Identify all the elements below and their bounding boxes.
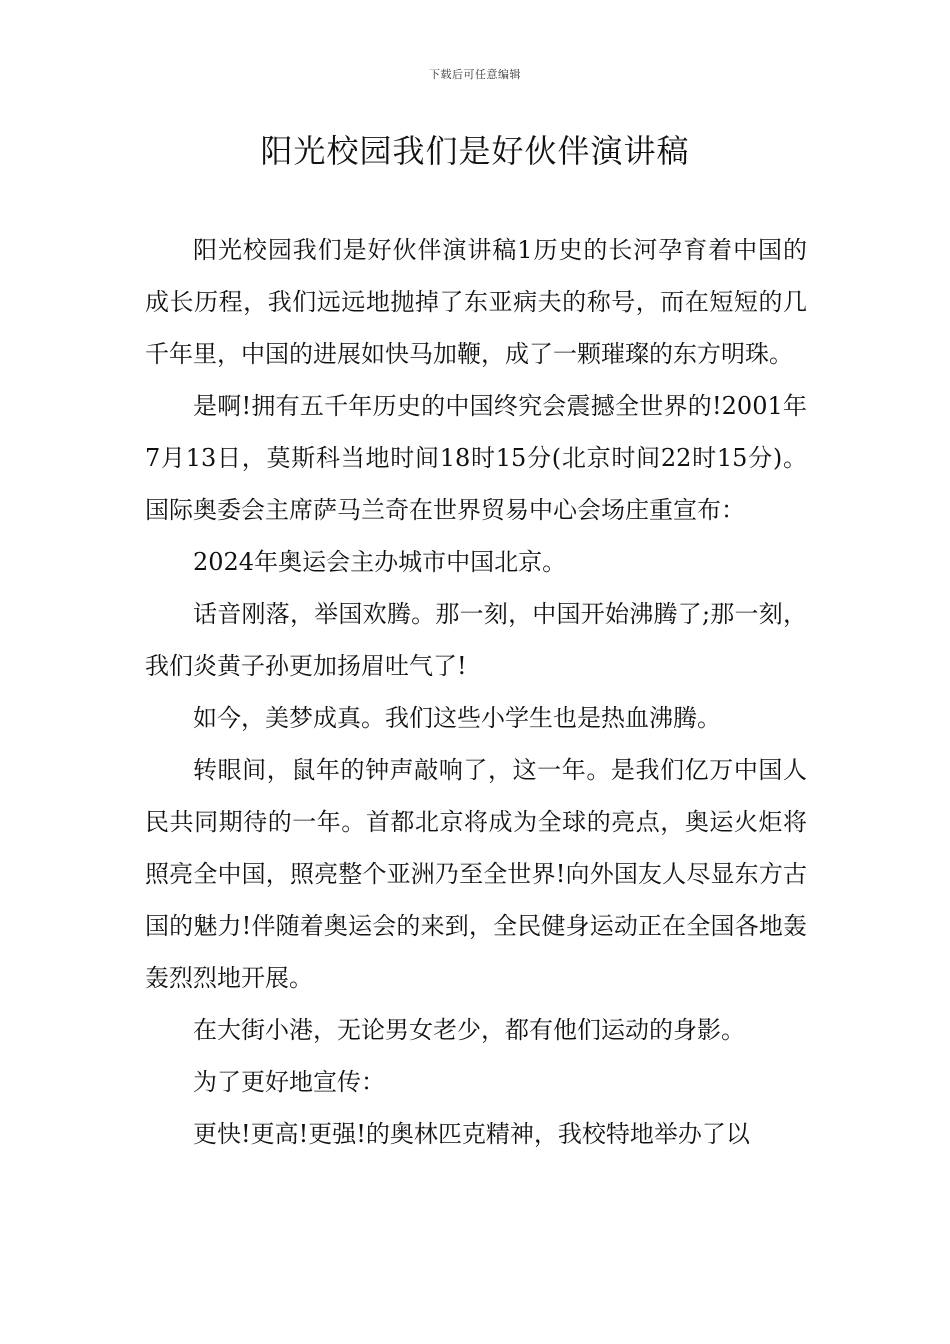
paragraph: 更快!更高!更强!的奥林匹克精神，我校特地举办了以 [193,1120,750,1148]
paragraph: 为了更好地宣传： [193,1068,385,1096]
paragraph: 话音刚落，举国欢腾。那一刻，中国开始沸腾了;那一刻，我们炎黄子孙更加扬眉吐气了! [145,600,807,680]
paragraph: 转眼间，鼠年的钟声敲响了，这一年。是我们亿万中国人民共同期待的一年。首都北京将成为全球的亮点，奥运火炬将照亮全中国，照亮整个亚洲乃至全世界!向外国友人尽显东方古国的魅力!伴随着奥运会的来到，全民健身运动正在全国各地轰轰烈烈地开展。 [145,756,807,992]
document-title: 阳光校园我们是好伙伴演讲稿 [260,132,690,170]
paragraph: 阳光校园我们是好伙伴演讲稿1历史的长河孕育着中国的成长历程，我们远远地抛掉了东亚病夫的称号，而在短短的几千年里，中国的进展如快马加鞭，成了一颗璀璨的东方明珠。 [145,236,807,368]
paragraph: 如今，美梦成真。我们这些小学生也是热血沸腾。 [193,704,721,732]
paragraph: 是啊!拥有五千年历史的中国终究会震撼全世界的!2001年7月13日，莫斯科当地时间18时15分(北京时间22时15分)。国际奥委会主席萨马兰奇在世界贸易中心会场庄重宣布： [145,392,807,524]
paragraph: 2024年奥运会主办城市中国北京。 [193,548,567,576]
header-note: 下载后可任意编辑 [429,68,521,81]
paragraph: 在大街小港，无论男女老少，都有他们运动的身影。 [193,1016,745,1044]
document-body [145,224,807,1160]
